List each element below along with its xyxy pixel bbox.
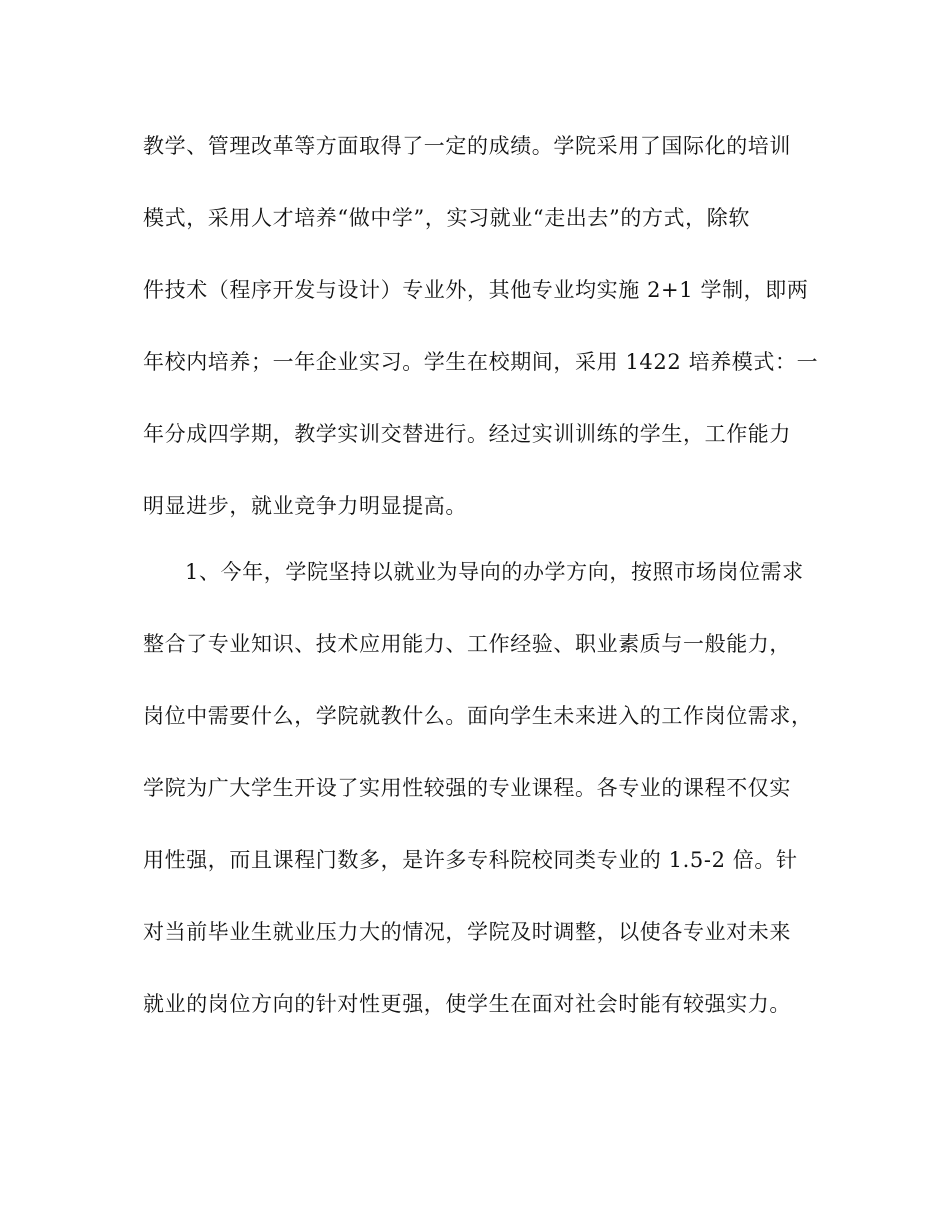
paragraph-line: 年校内培养；一年企业实习。学生在校期间，采用 1422 培养模式：一: [143, 350, 819, 374]
paragraph-line: 整合了专业知识、技术应用能力、工作经验、职业素质与一般能力，: [143, 632, 791, 656]
paragraph-line: 件技术（程序开发与设计）专业外，其他专业均实施 2+1 学制，即两: [143, 278, 809, 302]
paragraph-line: 用性强，而且课程门数多，是许多专科院校同类专业的 1.5-2 倍。针: [143, 848, 798, 872]
paragraph-line: 教学、管理改革等方面取得了一定的成绩。学院采用了国际化的培训: [143, 134, 791, 158]
paragraph-line: 学院为广大学生开设了实用性较强的专业课程。各专业的课程不仅实: [143, 776, 791, 800]
paragraph-line: 年分成四学期，教学实训交替进行。经过实训训练的学生，工作能力: [143, 422, 791, 446]
paragraph-first-line: 1、今年，学院坚持以就业为导向的办学方向，按照市场岗位需求: [185, 560, 804, 584]
paragraph-line: 明显进步，就业竞争力明显提高。: [143, 494, 467, 518]
paragraph-line: 岗位中需要什么，学院就教什么。面向学生未来进入的工作岗位需求，: [143, 704, 813, 728]
paragraph-line: 对当前毕业生就业压力大的情况，学院及时调整，以使各专业对未来: [143, 920, 791, 944]
paragraph-line: 模式，采用人才培养“做中学”，实习就业“走出去”的方式，除软: [143, 206, 750, 230]
paragraph-line: 就业的岗位方向的针对性更强，使学生在面对社会时能有较强实力。: [143, 992, 791, 1016]
